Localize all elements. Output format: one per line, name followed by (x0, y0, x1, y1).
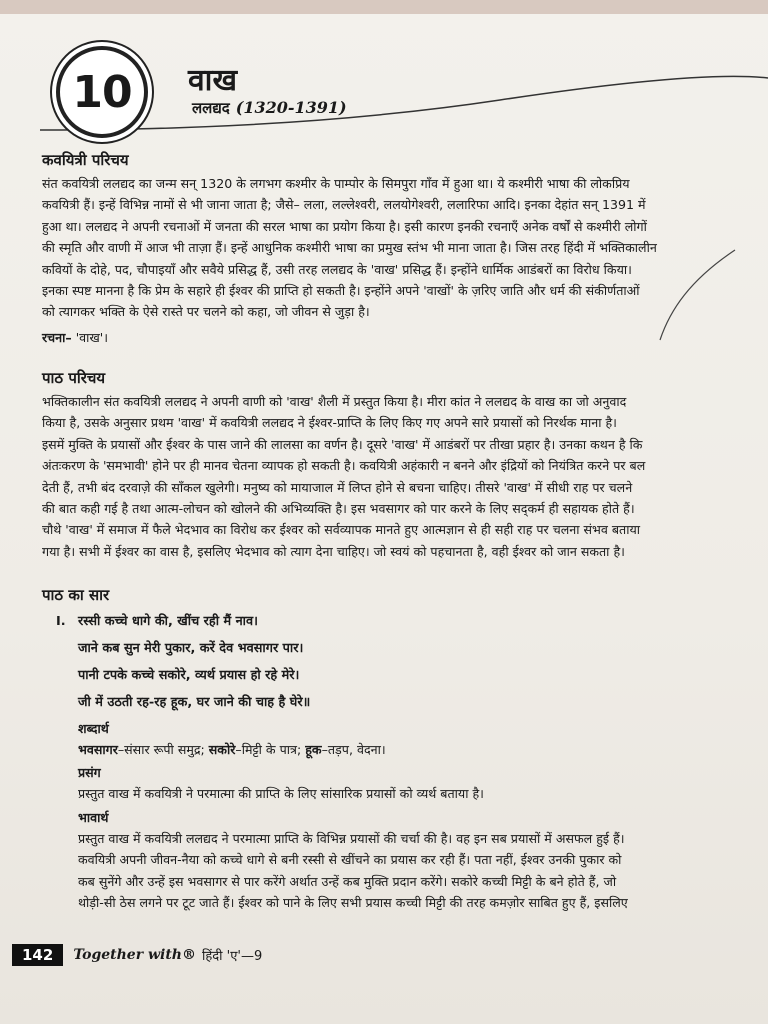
parichay-line: देती हैं, तभी बंद दरवाज़े की साँकल खुलेगी। मनुष्य को मायाजाल में लिप्त होने से बचना चाहिए। तीसरे 'वाख' में सीधी राह पर चलने (42, 479, 633, 495)
verse-block (42, 608, 766, 913)
author-years: (1320-1391) (235, 98, 347, 117)
bhavarth-line: थोड़ी-सी ठेस लगने पर टूट जाते हैं। ईश्वर को पाने के लिए सभी प्रयास कच्ची मिट्टी की तरह कमज़ोर साबित हुए हैं, इसलिए (78, 895, 628, 911)
author-name: ललद्यद (192, 99, 230, 117)
intro-line: को त्यागकर भक्ति के ऐसे रास्ते पर चलने को कहा, जो जीवन से जुड़ा है। (42, 304, 370, 320)
page-number: 142 (12, 944, 63, 966)
parichay-line: इसमें मुक्ति के प्रयासों और ईश्वर के पास जाने की लालसा का वर्णन है। दूसरे 'वाख' में आडंबरों पर तीखा प्रहार है। उनका कथन है कि (42, 436, 643, 452)
bhavarth-line: कवयित्री अपनी जीवन-नैया को कच्चे धागे से बनी रस्सी से खींचने का प्रयास कर रही हैं। पता नहीं, ईश्वर उनकी पुकार को (78, 852, 622, 868)
prasang-text: प्रस्तुत वाख में कवयित्री ने परमात्मा की प्राप्ति के लिए सांसारिक प्रयासों को व्यर्थ बताया है। (78, 786, 484, 802)
parichay-line: चौथे 'वाख' में समाज में फैले भेदभाव का विरोध कर ईश्वर को सर्वव्यापक मानते हुए आत्मज्ञान से ही सही राह पर चलना संभव बताया (42, 522, 641, 538)
bhavarth-line: प्रस्तुत वाख में कवयित्री ललद्यद ने परमात्मा प्राप्ति के विभिन्न प्रयासों की चर्चा की है। वह इन सब प्रयासों में असफल हुई हैं। (78, 830, 625, 846)
path-saar-section (42, 585, 766, 913)
prasang-heading: प्रसंग (78, 765, 101, 781)
rachna-value: 'वाख'। (75, 329, 108, 345)
chapter-title: वाख (188, 63, 237, 98)
shabdarth-heading: शब्दार्थ (78, 721, 109, 736)
intro-line: हुआ था। ललद्यद ने अपनी रचनाओं में जनता की सरल भाषा का प्रयोग किया है। इसी कारण इनकी रचनाएँ अनेक वर्षों से कश्मीरी लोगों (42, 218, 647, 234)
chapter-author (192, 98, 347, 118)
path-saar-heading: पाठ का सार (42, 586, 110, 604)
chapter-number-badge (56, 46, 148, 138)
path-parichay-section (42, 368, 766, 562)
intro-heading: कवयित्री परिचय (42, 151, 129, 169)
page-footer (12, 940, 262, 970)
bhavarth-paragraph (56, 828, 766, 914)
bhavarth-line: कब सुनेंगे और उन्हें इस भवसागर से पार करेंगे अर्थात उन्हें कब मुक्ति प्रदान करेंगे। सकोरे कच्ची मिट्टी के बने होते हैं, जो (78, 873, 617, 889)
shabdarth-line: भवसागर–संसार रूपी समुद्र; सकोरे–मिट्टी के पात्र; हूक–तड़प, वेदना। (78, 742, 386, 757)
page-top-edge (0, 0, 768, 14)
pen-annotation-mark (640, 240, 760, 350)
path-parichay-paragraph (42, 391, 766, 562)
parichay-line: भक्तिकालीन संत कवयित्री ललद्यद ने अपनी वाणी को 'वाख' शैली में प्रस्तुत किया है। मीरा कांत ने ललद्यद के वाख का जो अनुवाद (42, 394, 627, 409)
intro-line: कवियों के दोहे, पद, चौपाइयाँ और सवैये प्रसिद्ध हैं, उसी तरह ललद्यद के 'वाख' प्रसिद्ध हैं। इन्होंने धार्मिक आडंबरों का विरोध किया। (42, 261, 632, 277)
intro-line: संत कवयित्री ललद्यद का जन्म सन् 1320 के लगभग कश्मीर के पाम्पोर के सिमपुरा गाँव में हुआ था। ये कश्मीरी भाषा की लोकप्रिय (42, 176, 630, 191)
path-parichay-heading: पाठ परिचय (42, 369, 106, 387)
book-name: हिंदी 'ए'—9 (201, 949, 263, 964)
verse-line: पानी टपके कच्चे सकोरे, व्यर्थ प्रयास हो रहे मेरे। (78, 668, 300, 683)
parichay-line: की बात कही गई है तथा आत्म-लोचन को खोलने की अभिव्यक्ति है। इस भवसागर को पार करने के लिए सद्कर्म ही सहायक होते हैं। (42, 501, 635, 517)
parichay-line: अंतःकरण के 'समभावी' होने पर ही मानव चेतना व्यापक हो सकती है। कवयित्री अहंकारी न बनने और इंद्रियों को नियंत्रित करने पर बल (42, 458, 646, 474)
intro-line: कवयित्री हैं। इन्हें विभिन्न नामों से भी जाना जाता है; जैसे– लला, लल्लेश्वरी, ललयोगेश्वरी, ललारिफा आदि। इनका देहांत सन् 1391 में (42, 197, 646, 213)
parichay-line: किया है, उसके अनुसार प्रथम 'वाख' में कवयित्री ललद्यद ने ईश्वर-प्राप्ति के लिए किए गए अपने सारे प्रयासों को निरर्थक माना है। (42, 415, 617, 431)
book-brand: Together with® (73, 947, 196, 963)
parichay-line: गया है। सभी में ईश्वर का वास है, इसलिए भेदभाव को त्याग देना चाहिए। जो स्वयं को पहचानता है, वही ईश्वर को जान सकता है। (42, 543, 625, 559)
verse-line: जाने कब सुन मेरी पुकार, करें देव भवसागर पार। (78, 641, 304, 656)
verse-line: जी में उठती रह-रह हूक, घर जाने की चाह है घेरे॥ (78, 695, 311, 710)
verse-line: I. रस्सी कच्चे धागे की, खींच रही मैं नाव। (56, 608, 766, 635)
intro-line: इनका स्पष्ट मानना है कि प्रेम के सहारे ही ईश्वर की प्राप्ति हो सकती है। इन्होंने अपने 'वाखों' के ज़रिए जाति और धर्म की संकीर्णताओं (42, 283, 640, 299)
chapter-number: 10 (72, 66, 132, 118)
intro-line: की स्मृति और वाणी में आज भी ताज़ा हैं। इन्हें आधुनिक कश्मीरी भाषा का प्रमुख स्तंभ भी माना जाता है। जिस तरह हिंदी में भक्तिकालीन (42, 240, 657, 256)
rachna-label: रचना– (42, 329, 72, 345)
verse-number: I. (56, 614, 66, 629)
bhavarth-heading: भावार्थ (78, 809, 109, 825)
